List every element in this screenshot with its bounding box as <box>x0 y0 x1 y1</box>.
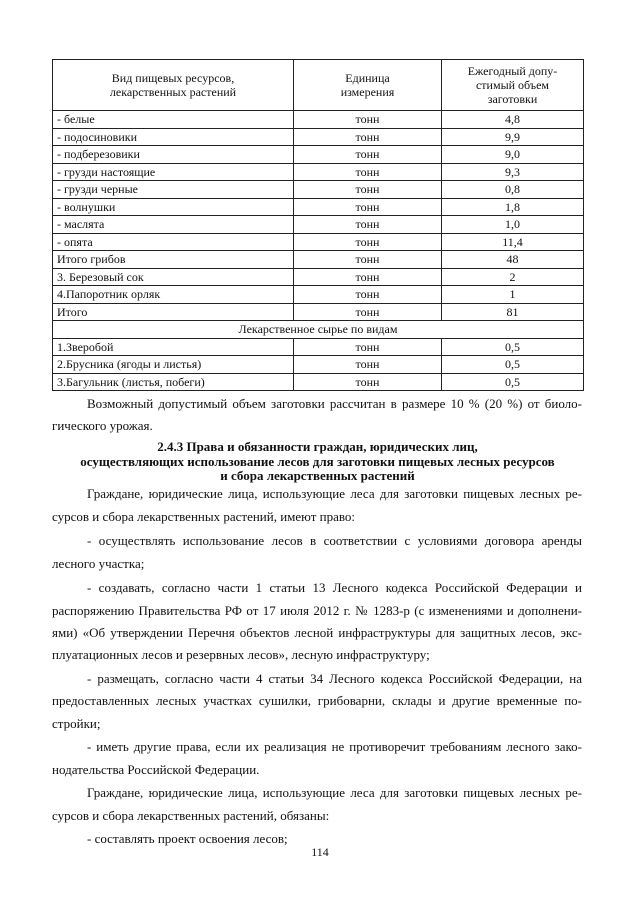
paragraph-right-2-line-1: - создавать, согласно части 1 статьи 13 Лесного кодекса Российской Федерации и <box>87 580 582 595</box>
table-row: Итого грибов тонн 48 <box>53 251 584 269</box>
table-row: - волнушки тонн 1,8 <box>53 198 584 216</box>
paragraph-right-3-line-1: - размещать, согласно части 4 статьи 34 Лесного кодекса Российской Федерации, на <box>87 671 582 686</box>
table-row: - маслята тонн 1,0 <box>53 216 584 234</box>
paragraph-right-3-line-3: стройки; <box>52 716 101 731</box>
table-row: - подосиновики тонн 9,9 <box>53 128 584 146</box>
table-row: 1.Зверобой тонн 0,5 <box>53 338 584 356</box>
paragraph-right-4-line-1: - иметь другие права, если их реализация не противоречит требованиям лесного зако- <box>87 739 582 754</box>
paragraph-rights-intro-line-2: сурсов и сбора лекарственных растений, имеют право: <box>52 509 356 524</box>
paragraph-right-1-line-1: - осуществлять использование лесов в соответствии с условиями договора аренды <box>87 533 582 548</box>
volume-note-line-2: гического урожая. <box>52 418 153 433</box>
table-row: 4.Папоротник орляк тонн 1 <box>53 286 584 304</box>
table-row: - подберезовики тонн 9,0 <box>53 146 584 164</box>
paragraph-duties-intro-line-1: Граждане, юридические лица, использующие леса для заготовки пищевых лесных ре- <box>87 785 582 800</box>
table-row: - белые тонн 4,8 <box>53 111 584 129</box>
resource-table <box>52 59 584 391</box>
header-annual-volume: Ежегодный допу- стимый объем заготовки <box>442 60 584 111</box>
paragraph-right-2-line-3: ями) «Об утверждении Перечня объектов лесной инфраструктуры для защитных лесов, экс- <box>52 625 582 640</box>
table-row: - опята тонн 11,4 <box>53 233 584 251</box>
paragraph-right-3-line-2: предоставленных лесных участках сушилки, грибоварни, склады и другие временные по- <box>52 693 582 708</box>
table-row: - грузди черные тонн 0,8 <box>53 181 584 199</box>
paragraph-duty-1: - составлять проект освоения лесов; <box>87 831 288 846</box>
section-heading-line-1: 2.4.3 Права и обязанности граждан, юридических лиц, <box>157 439 478 454</box>
header-unit: Единица измерения <box>294 60 442 111</box>
paragraph-right-2-line-2: распоряжению Правительства РФ от 17 июля 2012 г. № 1283-р (с изменениями и дополнени- <box>52 603 582 618</box>
table-row: 3.Багульник (листья, побеги) тонн 0,5 <box>53 373 584 391</box>
paragraph-duties-intro-line-2: сурсов и сбора лекарственных растений, обязаны: <box>52 808 330 823</box>
paragraph-right-4-line-2: нодательства Российской Федерации. <box>52 762 260 777</box>
section-heading-line-3: и сбора лекарственных растений <box>220 468 415 483</box>
volume-note-line-1: Возможный допустимый объем заготовки рассчитан в размере 10 % (20 %) от биоло- <box>87 396 582 411</box>
table-header-row <box>53 60 584 111</box>
table-row: - грузди настоящие тонн 9,3 <box>53 163 584 181</box>
page-number: 114 <box>311 845 329 859</box>
section-heading-line-2: осуществляющих использование лесов для заготовки пищевых лесных ресурсов <box>80 454 555 469</box>
paragraph-right-2-line-4: плуатационных лесов и резервных лесов», лесную инфраструктуру; <box>52 647 430 662</box>
table-row: Итого тонн 81 <box>53 303 584 321</box>
table-row: 3. Березовый сок тонн 2 <box>53 268 584 286</box>
header-resource-type: Вид пищевых ресурсов, лекарственных растений <box>53 60 294 111</box>
paragraph-right-1-line-2: лесного участка; <box>52 556 145 571</box>
table-section-row: Лекарственное сырье по видам <box>53 321 584 339</box>
table-row: 2.Брусника (ягоды и листья) тонн 0,5 <box>53 356 584 374</box>
paragraph-rights-intro-line-1: Граждане, юридические лица, использующие леса для заготовки пищевых лесных ре- <box>87 486 582 501</box>
